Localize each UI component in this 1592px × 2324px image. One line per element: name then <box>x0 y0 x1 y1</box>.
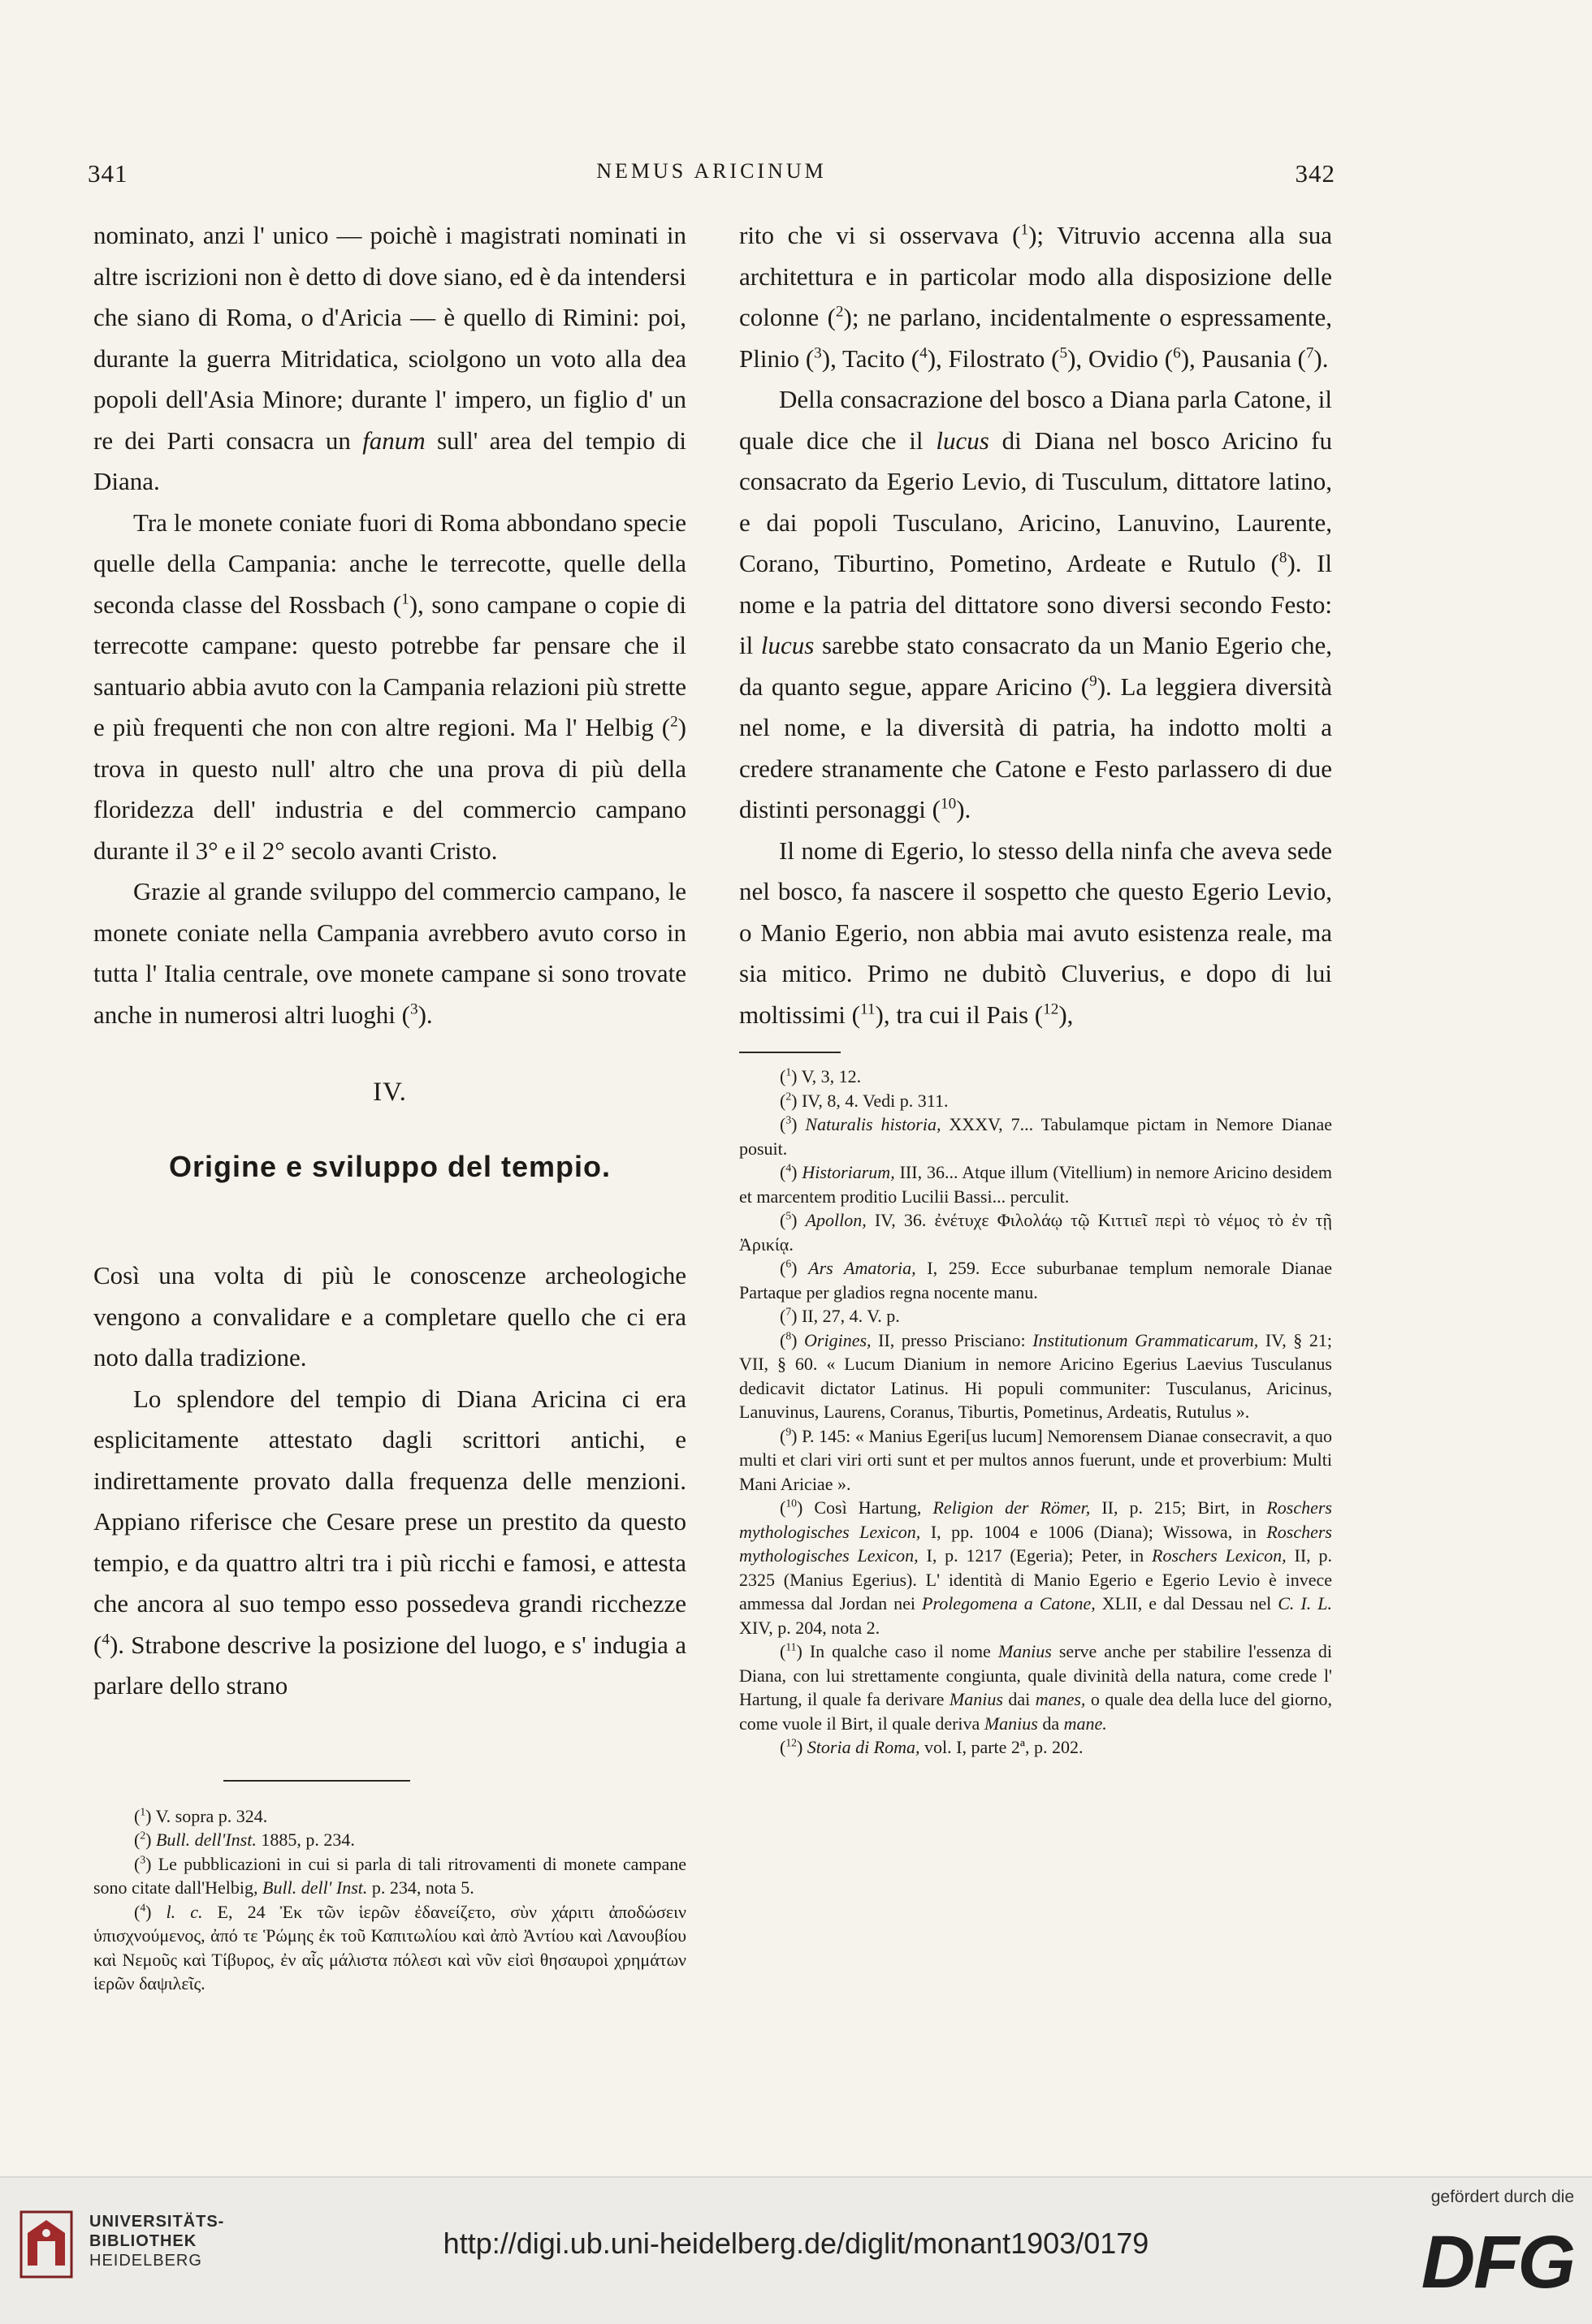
footnote: ($^1$) V. sopra p. 324. <box>134 1805 268 1826</box>
footnote-ref[interactable]: 9 <box>1089 672 1097 690</box>
section-title: Origine e sviluppo del tempio. <box>168 1150 612 1183</box>
footnote-ref[interactable]: 12 <box>1043 1000 1059 1018</box>
footnote-ref[interactable]: 5 <box>1059 344 1068 362</box>
left-body-text <box>93 215 686 1707</box>
footnote: ($^3$) Le pubblicazioni in cui si parla di tali ritrovamenti di monete campane sono citate dall'Helbig, Bull. dell' Inst. p. 234, nota 5. <box>93 1853 686 1898</box>
footnote: ($^{12}$) Storia di Roma, vol. I, parte 2ª, p. 202. <box>780 1736 1084 1757</box>
footnote-ref[interactable]: 11 <box>860 1000 876 1018</box>
footnote: ($^8$) Origines, II, presso Prisciano: Institutionum Grammaticarum, IV, § 21; VII, § 60. « Lucum Dianium in nemore Aricino Egerius Laevius Tusculanus dedicavit dictator Latinus. Hi populi communiter: Tusculanus, Aricinus, Lanuvinus, Laurens, Coranus, Tiburtis, Pometinus, Ardeatis, Rutulus ». <box>739 1329 1332 1422</box>
footnote: ($^6$) Ars Amatoria, I, 259. Ecce suburbanae templum nemorale Dianae Partaque per gladios regna nocente manu. <box>739 1257 1333 1302</box>
paragraph: rito che vi si osservava ($^1$); Vitruvio accenna alla sua architettura e in particolar modo alla disposizione delle colonne ($^2$); ne parlano, incidentalmente o espressamente, Plinio ($^3$), Tacito ($^4$), Filostrato ($^5$), Ovidio ($^6$), Pausania ($^7$). <box>739 221 1332 373</box>
footnote-ref[interactable]: 1 <box>401 590 409 608</box>
footnote: ($^2$) IV, 8, 4. Vedi p. 311. <box>780 1090 949 1111</box>
footnote-ref[interactable]: 10 <box>940 795 957 813</box>
footnote: ($^4$) l. c. E, 24 Ἐκ τῶν ἱερῶν ἐδανείζετο, σὺν χάριτι ἀποδώσειν ὑπισχνούμενος, ἀπό τε Ῥώμης ἐκ τοῦ Καπιτωλίου καὶ ἀπὸ Ἀντίου καὶ Λανουβίου καὶ Νεμοῦς καὶ Τίβυρος, ἐν αἷς μάλιστα πόλεσι καὶ νῦν εἰσὶ θησαυροὶ χρημάτων ἱερῶν δαψιλεῖς. <box>93 1901 686 1994</box>
footnote: ($^5$) Apollon, IV, 36. ἐνέτυχε Φιλολάῳ τῷ Κιττιεῖ περὶ τὸ νέμος τὸ ἐν τῇ Ἀρικίᾳ. <box>739 1209 1332 1255</box>
footnote-ref[interactable]: 3 <box>814 344 822 362</box>
library-name: UNIVERSITÄTS- BIBLIOTHEK HEIDELBERG <box>89 2213 225 2270</box>
paragraph: Lo splendore del tempio di Diana Aricina ci era esplicitamente attestato dagli scrittori antichi, e indirettamente provato dalla frequenza delle menzioni. Appiano riferisce che Cesare prese un prestito da questo tempio, e da quattro altri tra i più ricchi e famosi, e attesta che ancora al suo tempo esso possedeva grandi ricchezze ($^4$). Strabone descrive la posizione del luogo, e s' indugia a parlare dello strano <box>93 1384 686 1700</box>
footnote-ref[interactable]: 3 <box>409 1000 418 1018</box>
left-column <box>93 215 686 1996</box>
footnote-divider <box>739 1052 841 1053</box>
left-footnotes <box>93 1804 686 1996</box>
footnote-ref[interactable]: 4 <box>102 1631 110 1648</box>
digitization-footer <box>0 2176 1592 2324</box>
running-title: NEMUS ARICINUM <box>596 159 827 183</box>
footnote: ($^4$) Historiarum, III, 36... Atque illum (Vitellium) in nemore Aricino desidem et marcentem proditio Lucilii Bassi... perculit. <box>739 1161 1332 1207</box>
footnote-ref[interactable]: 1 <box>1020 221 1029 239</box>
footnote-ref[interactable]: 8 <box>1278 549 1287 567</box>
dfg-logo: DFG <box>1421 2221 1574 2304</box>
paragraph: Così una volta di più le conoscenze archeologiche vengono a convalidare e a completare quello che ci era noto dalla tradizione. <box>93 1261 686 1372</box>
paragraph: Grazie al grande sviluppo del commercio campano, le monete coniate nella Campania avrebbero avuto corso in tutta l' Italia centrale, ove monete campane si sono trovate anche in numerosi altri luoghi ($^3$). <box>93 877 686 1029</box>
footnote: ($^7$) II, 27, 4. V. p. <box>780 1305 900 1326</box>
right-footnotes <box>739 1065 1332 1760</box>
right-column <box>739 215 1332 1760</box>
footnote: ($^9$) P. 145: « Manius Egeri[us lucum] Nemorensem Dianae consecravit, a quo multi et clari viri orti sunt et per multos annos fuerunt, unde et proverbium: Multi Mani Ariciae ». <box>739 1425 1333 1494</box>
footnote: ($^{11}$) In qualche caso il nome Manius serve anche per stabilire l'essenza di Diana, con lui strettamente congiunta, quale divinità della natura, come crede l' Hartung, il quale fa derivare Manius dai manes, o quale dea della luce del giorno, come vuole il Birt, il quale deriva Manius da mane. <box>739 1640 1332 1734</box>
footnote-ref[interactable]: 2 <box>670 713 678 731</box>
paragraph: Il nome di Egerio, lo stesso della ninfa che aveva sede nel bosco, fa nascere il sospetto che questo Egerio Levio, o Manio Egerio, non abbia mai avuto esistenza reale, ma sia mitico. Primo ne dubitò Cluverius, e dopo di lui moltissimi ($^{11}$), tra cui il Pais ($^{12}$), <box>739 836 1332 1029</box>
permalink-url[interactable]: http://digi.ub.uni-heidelberg.de/diglit/monant1903/0179 <box>443 2227 1149 2260</box>
right-body-text <box>739 215 1332 1035</box>
paragraph: Tra le monete coniate fuori di Roma abbondano specie quelle della Campania: anche le terrecotte, quelle della seconda classe del Rossbach ($^1$), sono campane o copie di terrecotte campane: questo potrebbe far pensare che il santuario abbia avuto con la Campania relazioni più strette e più frequenti che non con altre regioni. Ma l' Helbig ($^2$) trova in questo null' altro che una prova di più della floridezza dell' industria e del commercio campano durante il 3° e il 2° secolo avanti Cristo. <box>93 508 686 865</box>
footnote-ref[interactable]: 2 <box>835 303 844 321</box>
footnote: ($^1$) V, 3, 12. <box>780 1065 862 1086</box>
funding-note: gefördert durch die <box>1430 2188 1574 2206</box>
footnote: ($^{10}$) Così Hartung, Religion der Römer, II, p. 215; Birt, in Roschers mythologisches Lexicon, I, pp. 1004 e 1006 (Diana); Wissowa, in Roschers mythologisches Lexicon, I, p. 1217 (Egeria); Peter, in Roschers Lexicon, II, p. 2325 (Manius Egerius). L' identità di Manio Egerio e Egerio Levio è invece ammessa dal Jordan nei Prolegomena a Catone, XLII, e dal Dessau nel C. I. L. XIV, p. 204, nota 2. <box>739 1497 1332 1638</box>
paragraph: nominato, anzi l' unico — poichè i magistrati nominati in altre iscrizioni non è detto di dove siano, ed è da intendersi che siano di Roma, o d'Aricia — è quello di Rimini: poi, durante la guerra Mitridatica, sciolgono un voto alla dea popoli dell'Asia Minore; durante l' impero, un figlio d' un re dei Parti consacra un fanum sull' area del tempio di Diana. <box>93 221 686 495</box>
footnote-divider <box>223 1780 410 1782</box>
page-number-right: 342 <box>1295 159 1335 188</box>
footnote: ($^2$) Bull. dell'Inst. 1885, p. 234. <box>134 1829 355 1850</box>
footnote-ref[interactable]: 7 <box>1305 344 1314 362</box>
footnote: ($^3$) Naturalis historia, XXXV, 7... Tabulamque pictam in Nemore Dianae posuit. <box>739 1113 1332 1159</box>
footnote-ref[interactable]: 4 <box>919 344 928 362</box>
footnote-ref[interactable]: 6 <box>1173 344 1181 362</box>
section-number: IV. <box>373 1078 407 1107</box>
page-header <box>88 159 1335 192</box>
page-number-left: 341 <box>88 159 128 188</box>
paragraph: Della consacrazione del bosco a Diana parla Catone, il quale dice che il lucus di Diana nel bosco Aricino fu consacrato da Egerio Levio, di Tusculum, dittatore latino, e dai popoli Tusculano, Aricino, Lanuvino, Laurente, Corano, Tiburtino, Pometino, Ardeate e Rutulo ($^8$). Il nome e la patria del dittatore sono diversi secondo Festo: il lucus sarebbe stato consacrato da un Manio Egerio che, da quanto segue, appare Aricino ($^9$). La leggiera diversità nel nome, e la diversità di patria, ha indotto molti a credere stranamente che Catone e Festo parlassero di due distinti personaggi ($^{10}$). <box>739 385 1333 823</box>
